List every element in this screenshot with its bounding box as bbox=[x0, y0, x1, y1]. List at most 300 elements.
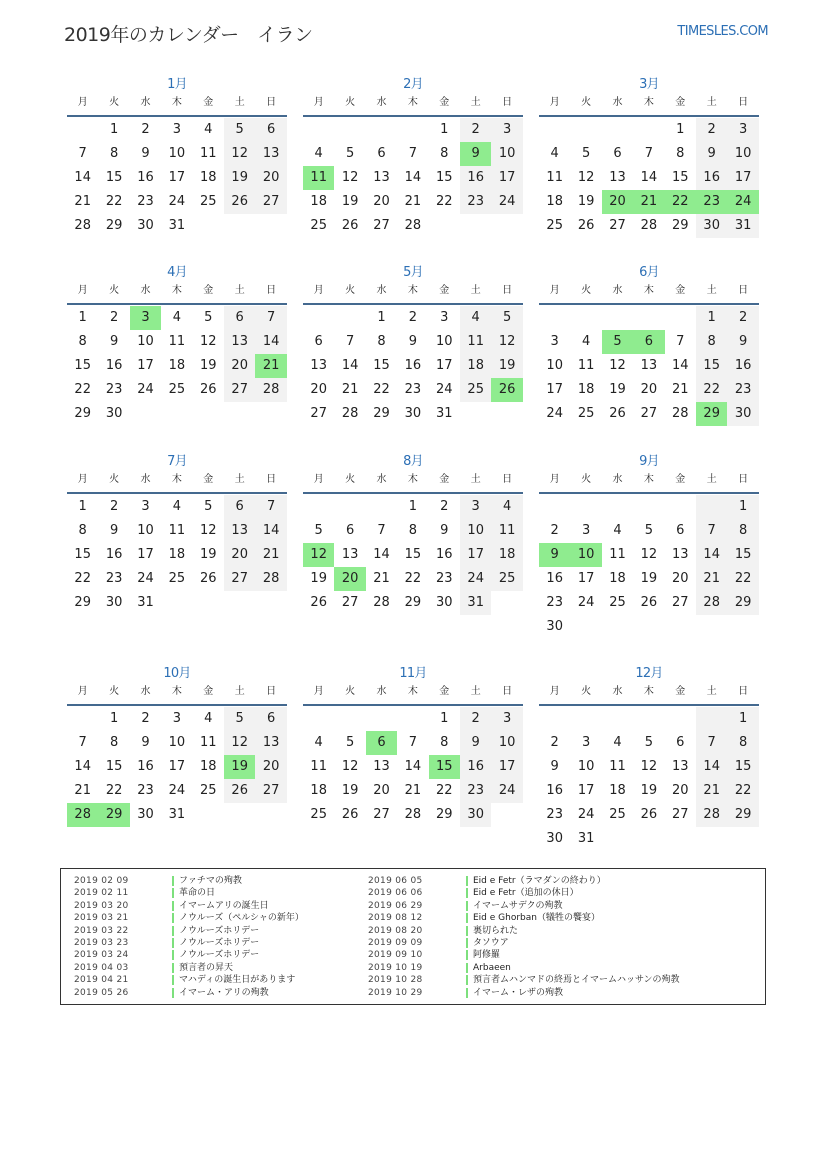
day-cell: 1 bbox=[727, 707, 758, 731]
holiday-name: イマーム・レザの殉教 bbox=[473, 987, 564, 998]
day-cell: 27 bbox=[255, 779, 286, 803]
day-cell: 2 bbox=[109, 310, 119, 325]
day-cell: 17 bbox=[491, 166, 522, 190]
weekday-label: 月 bbox=[313, 285, 324, 296]
day-cell: 14 bbox=[255, 330, 286, 354]
day-cell: 24 bbox=[577, 595, 595, 610]
holiday-day-cell: 3 bbox=[130, 306, 161, 330]
day-cell: 18 bbox=[609, 571, 626, 586]
weekday-label: 木 bbox=[643, 686, 654, 697]
holiday-day-cell: 12 bbox=[303, 543, 334, 567]
day-cell: 12 bbox=[577, 170, 595, 185]
day-cell: 9 bbox=[550, 759, 559, 774]
day-cell: 23 bbox=[460, 190, 491, 214]
day-cell: 30 bbox=[137, 218, 154, 233]
day-cell: 15 bbox=[436, 170, 453, 185]
day-cell: 1 bbox=[78, 310, 87, 325]
day-cell: 4 bbox=[491, 495, 522, 519]
day-cell: 20 bbox=[672, 571, 689, 586]
month-name: 2月 bbox=[403, 77, 423, 92]
day-cell: 10 bbox=[168, 735, 186, 750]
holiday-marker bbox=[172, 950, 174, 960]
day-cell: 28 bbox=[696, 803, 727, 827]
holiday-date: 2019 03 20 bbox=[74, 900, 129, 911]
weekday-header bbox=[67, 95, 287, 111]
holiday-name: イマームアリの誕生日 bbox=[179, 900, 269, 911]
day-cell: 11 bbox=[609, 547, 626, 562]
day-cell: 8 bbox=[408, 523, 418, 538]
legend-row bbox=[368, 925, 758, 937]
day-cell: 8 bbox=[109, 146, 119, 161]
weekday-label: 金 bbox=[439, 686, 450, 697]
header-rule bbox=[303, 115, 523, 117]
day-cell: 29 bbox=[436, 807, 453, 822]
header-rule bbox=[539, 492, 759, 494]
day-cell: 27 bbox=[373, 807, 390, 822]
day-cell: 22 bbox=[436, 783, 453, 798]
weekday-label: 木 bbox=[643, 474, 654, 485]
day-cell: 16 bbox=[727, 354, 758, 378]
day-cell: 29 bbox=[74, 406, 91, 421]
holiday-day-cell: 5 bbox=[602, 330, 633, 354]
day-cell: 14 bbox=[696, 543, 727, 567]
day-cell: 5 bbox=[224, 118, 255, 142]
day-cell: 2 bbox=[460, 118, 491, 142]
legend-row bbox=[74, 925, 364, 937]
holiday-day-cell: 22 bbox=[665, 190, 696, 214]
day-cell: 15 bbox=[672, 170, 689, 185]
day-cell: 10 bbox=[137, 523, 154, 538]
day-cell: 20 bbox=[310, 382, 327, 397]
day-cell: 10 bbox=[491, 142, 522, 166]
holiday-date: 2019 10 29 bbox=[368, 987, 423, 998]
day-cell: 20 bbox=[224, 543, 255, 567]
day-cell: 23 bbox=[105, 382, 123, 397]
legend-row bbox=[74, 887, 364, 899]
weekday-label: 土 bbox=[470, 97, 481, 108]
weekday-label: 日 bbox=[502, 474, 513, 485]
holiday-date: 2019 03 23 bbox=[74, 938, 129, 948]
day-cell: 27 bbox=[672, 807, 689, 822]
day-cell: 6 bbox=[224, 306, 255, 330]
legend-row bbox=[368, 937, 758, 949]
day-cell: 25 bbox=[460, 378, 491, 402]
day-cell: 24 bbox=[137, 571, 154, 586]
holiday-day-cell: 29 bbox=[696, 402, 727, 426]
weekday-label: 木 bbox=[407, 97, 418, 108]
day-cell: 6 bbox=[377, 146, 386, 161]
day-cell: 18 bbox=[609, 783, 626, 798]
day-cell: 21 bbox=[373, 571, 390, 586]
weekday-label: 月 bbox=[77, 686, 88, 697]
day-cell: 19 bbox=[200, 547, 217, 562]
holiday-marker bbox=[466, 901, 468, 911]
weekday-label: 金 bbox=[439, 285, 450, 296]
weekday-header bbox=[303, 283, 523, 299]
day-cell: 15 bbox=[696, 354, 727, 378]
day-cell: 9 bbox=[440, 523, 449, 538]
day-cell: 19 bbox=[609, 382, 626, 397]
legend-row bbox=[74, 974, 364, 986]
day-cell: 5 bbox=[224, 707, 255, 731]
day-cell: 27 bbox=[373, 218, 390, 233]
month-name: 12月 bbox=[635, 666, 663, 681]
day-cell: 4 bbox=[314, 735, 323, 750]
weekday-label: 火 bbox=[109, 97, 120, 108]
holiday-day-cell: 21 bbox=[255, 354, 286, 378]
day-cell: 8 bbox=[727, 731, 758, 755]
holiday-date: 2019 02 09 bbox=[74, 876, 129, 886]
day-cell: 7 bbox=[345, 334, 355, 349]
holiday-day-cell: 24 bbox=[727, 190, 758, 214]
legend-row bbox=[74, 937, 364, 949]
weekday-label: 日 bbox=[266, 285, 277, 296]
weekday-label: 土 bbox=[706, 285, 717, 296]
legend-row bbox=[368, 987, 758, 999]
day-cell: 20 bbox=[373, 783, 390, 798]
day-cell: 31 bbox=[727, 214, 758, 238]
day-cell: 20 bbox=[255, 166, 286, 190]
holiday-date: 2019 08 12 bbox=[368, 913, 423, 924]
day-cell: 5 bbox=[204, 499, 213, 514]
weekday-header bbox=[539, 472, 759, 488]
holiday-date: 2019 04 03 bbox=[74, 962, 129, 973]
day-cell: 26 bbox=[200, 382, 217, 397]
day-cell: 6 bbox=[676, 735, 685, 750]
day-cell: 23 bbox=[546, 807, 563, 822]
weekday-label: 金 bbox=[675, 285, 686, 296]
day-cell: 17 bbox=[727, 166, 758, 190]
day-cell: 7 bbox=[408, 735, 418, 750]
day-cell: 14 bbox=[341, 358, 359, 373]
day-cell: 17 bbox=[168, 759, 186, 774]
day-cell: 6 bbox=[676, 523, 685, 538]
weekend-empty-cell bbox=[696, 495, 727, 519]
day-cell: 18 bbox=[168, 358, 186, 373]
day-cell: 15 bbox=[105, 170, 123, 185]
holiday-day-cell: 28 bbox=[67, 803, 98, 827]
day-cell: 4 bbox=[613, 735, 622, 750]
day-cell: 27 bbox=[672, 595, 689, 610]
day-cell: 6 bbox=[345, 523, 355, 538]
day-cell: 10 bbox=[168, 146, 186, 161]
day-cell: 21 bbox=[74, 783, 91, 798]
day-cell: 1 bbox=[377, 310, 386, 325]
weekday-label: 水 bbox=[140, 686, 151, 697]
day-cell: 5 bbox=[345, 735, 355, 750]
holiday-marker bbox=[172, 975, 174, 985]
day-cell: 4 bbox=[204, 711, 213, 726]
header-rule bbox=[539, 704, 759, 706]
day-cell: 22 bbox=[727, 567, 758, 591]
weekday-label: 火 bbox=[581, 97, 592, 108]
day-cell: 2 bbox=[440, 499, 449, 514]
weekday-label: 水 bbox=[140, 97, 151, 108]
day-cell: 9 bbox=[460, 731, 491, 755]
day-cell: 7 bbox=[78, 735, 87, 750]
day-cell: 15 bbox=[404, 547, 422, 562]
day-cell: 22 bbox=[696, 378, 727, 402]
holiday-marker bbox=[466, 876, 468, 886]
day-cell: 4 bbox=[172, 499, 182, 514]
day-cell: 27 bbox=[310, 406, 327, 421]
weekday-label: 木 bbox=[171, 686, 182, 697]
day-cell: 24 bbox=[460, 567, 491, 591]
weekday-label: 水 bbox=[612, 285, 623, 296]
holiday-date: 2019 04 21 bbox=[74, 975, 129, 986]
weekday-label: 土 bbox=[234, 97, 245, 108]
day-cell: 3 bbox=[141, 499, 150, 514]
holiday-name: マハディの誕生日があります bbox=[179, 975, 296, 986]
day-cell: 7 bbox=[644, 146, 654, 161]
day-cell: 26 bbox=[200, 571, 217, 586]
holiday-day-cell: 9 bbox=[539, 543, 570, 567]
day-cell: 15 bbox=[105, 759, 123, 774]
day-cell: 13 bbox=[224, 519, 255, 543]
holiday-day-cell: 23 bbox=[696, 190, 727, 214]
day-cell: 19 bbox=[577, 194, 595, 209]
day-cell: 11 bbox=[491, 519, 522, 543]
day-cell: 22 bbox=[436, 194, 453, 209]
month-name: 7月 bbox=[167, 454, 187, 469]
header-rule bbox=[67, 115, 287, 117]
day-cell: 3 bbox=[440, 310, 449, 325]
day-cell: 13 bbox=[672, 547, 689, 562]
day-cell: 13 bbox=[373, 759, 390, 774]
day-cell: 26 bbox=[577, 218, 595, 233]
day-cell: 4 bbox=[460, 306, 491, 330]
weekday-label: 水 bbox=[612, 474, 623, 485]
day-cell: 27 bbox=[224, 567, 255, 591]
day-cell: 7 bbox=[255, 495, 286, 519]
day-cell: 16 bbox=[137, 170, 154, 185]
weekday-label: 水 bbox=[140, 474, 151, 485]
holiday-date: 2019 09 09 bbox=[368, 938, 423, 948]
holiday-marker bbox=[172, 901, 174, 911]
day-cell: 2 bbox=[141, 122, 150, 137]
weekday-label: 月 bbox=[549, 285, 560, 296]
day-cell: 15 bbox=[74, 547, 91, 562]
day-cell: 30 bbox=[404, 406, 422, 421]
weekend-empty-cell bbox=[696, 707, 727, 731]
day-cell: 30 bbox=[105, 406, 123, 421]
holiday-name: タソウア bbox=[473, 938, 509, 948]
day-cell: 25 bbox=[310, 807, 327, 822]
day-cell: 30 bbox=[727, 402, 758, 426]
weekday-label: 月 bbox=[549, 686, 560, 697]
weekday-label: 水 bbox=[376, 686, 387, 697]
day-cell: 6 bbox=[613, 146, 622, 161]
day-cell: 16 bbox=[460, 166, 491, 190]
day-cell: 16 bbox=[546, 783, 563, 798]
day-cell: 13 bbox=[609, 170, 626, 185]
month-name: 8月 bbox=[403, 454, 423, 469]
legend-row bbox=[74, 912, 364, 924]
day-cell: 26 bbox=[640, 595, 658, 610]
day-cell: 5 bbox=[314, 523, 323, 538]
day-cell: 2 bbox=[408, 310, 418, 325]
day-cell: 24 bbox=[168, 194, 186, 209]
day-cell: 11 bbox=[200, 735, 217, 750]
day-cell: 13 bbox=[224, 330, 255, 354]
day-cell: 19 bbox=[640, 783, 658, 798]
day-cell: 29 bbox=[105, 218, 123, 233]
weekday-label: 火 bbox=[345, 97, 356, 108]
day-cell: 1 bbox=[440, 122, 449, 137]
day-cell: 17 bbox=[577, 571, 595, 586]
day-cell: 26 bbox=[341, 807, 359, 822]
day-cell: 1 bbox=[109, 711, 119, 726]
day-cell: 13 bbox=[373, 170, 390, 185]
day-cell: 3 bbox=[491, 118, 522, 142]
weekday-label: 水 bbox=[376, 474, 387, 485]
weekday-label: 木 bbox=[407, 285, 418, 296]
holiday-name: ノウルーズホリデー bbox=[179, 950, 260, 961]
holiday-marker bbox=[172, 876, 174, 886]
day-cell: 19 bbox=[310, 571, 327, 586]
legend-row bbox=[368, 912, 758, 924]
day-cell: 10 bbox=[137, 334, 154, 349]
day-cell: 24 bbox=[491, 190, 522, 214]
day-cell: 24 bbox=[491, 779, 522, 803]
legend-row bbox=[74, 987, 364, 999]
day-cell: 18 bbox=[200, 759, 217, 774]
weekday-label: 土 bbox=[706, 474, 717, 485]
day-cell: 21 bbox=[404, 783, 422, 798]
holiday-date: 2019 03 22 bbox=[74, 925, 129, 936]
day-cell: 17 bbox=[137, 547, 154, 562]
day-cell: 21 bbox=[672, 382, 689, 397]
month-name: 11月 bbox=[399, 666, 427, 681]
day-cell: 11 bbox=[546, 170, 563, 185]
day-cell: 18 bbox=[460, 354, 491, 378]
day-cell: 18 bbox=[168, 547, 186, 562]
holiday-day-cell: 15 bbox=[429, 755, 460, 779]
day-cell: 4 bbox=[550, 146, 559, 161]
day-cell: 8 bbox=[377, 334, 386, 349]
day-cell: 25 bbox=[200, 783, 217, 798]
day-cell: 31 bbox=[137, 595, 154, 610]
day-cell: 2 bbox=[727, 306, 758, 330]
day-cell: 31 bbox=[460, 591, 491, 615]
day-cell: 19 bbox=[491, 354, 522, 378]
day-cell: 21 bbox=[696, 567, 727, 591]
day-cell: 4 bbox=[613, 523, 622, 538]
day-cell: 30 bbox=[546, 831, 563, 846]
day-cell: 28 bbox=[696, 591, 727, 615]
holiday-marker bbox=[172, 926, 174, 936]
weekday-label: 日 bbox=[502, 686, 513, 697]
holiday-date: 2019 05 26 bbox=[74, 987, 129, 998]
day-cell: 3 bbox=[491, 707, 522, 731]
day-cell: 5 bbox=[644, 735, 654, 750]
day-cell: 12 bbox=[640, 547, 658, 562]
day-cell: 21 bbox=[404, 194, 422, 209]
day-cell: 22 bbox=[404, 571, 422, 586]
day-cell: 8 bbox=[727, 519, 758, 543]
holiday-date: 2019 02 11 bbox=[74, 888, 129, 899]
header-rule bbox=[303, 704, 523, 706]
header-rule bbox=[539, 303, 759, 305]
weekday-label: 木 bbox=[171, 97, 182, 108]
weekday-label: 月 bbox=[313, 97, 324, 108]
holiday-name: 預言者ムハンマドの終焉とイマームハッサンの殉教 bbox=[473, 975, 680, 986]
weekday-label: 土 bbox=[234, 686, 245, 697]
day-cell: 19 bbox=[200, 358, 217, 373]
weekday-label: 土 bbox=[706, 686, 717, 697]
site-name: TIMESLES.COM bbox=[677, 24, 768, 39]
holiday-day-cell: 10 bbox=[570, 543, 601, 567]
day-cell: 7 bbox=[696, 731, 727, 755]
weekday-label: 火 bbox=[581, 285, 592, 296]
day-cell: 19 bbox=[341, 194, 359, 209]
holiday-marker bbox=[172, 963, 174, 973]
day-cell: 27 bbox=[609, 218, 626, 233]
weekday-label: 月 bbox=[313, 686, 324, 697]
weekday-label: 木 bbox=[171, 474, 182, 485]
day-cell: 25 bbox=[310, 218, 327, 233]
holiday-name: 預言者の昇天 bbox=[179, 962, 234, 973]
day-cell: 17 bbox=[460, 543, 491, 567]
day-cell: 1 bbox=[440, 711, 449, 726]
day-cell: 22 bbox=[105, 783, 123, 798]
weekday-label: 日 bbox=[266, 97, 277, 108]
weekday-label: 火 bbox=[345, 686, 356, 697]
day-cell: 19 bbox=[341, 783, 359, 798]
day-cell: 1 bbox=[408, 499, 418, 514]
weekday-label: 日 bbox=[738, 97, 749, 108]
legend-row bbox=[74, 900, 364, 912]
holiday-date: 2019 08 20 bbox=[368, 925, 423, 936]
day-cell: 28 bbox=[404, 807, 422, 822]
weekday-label: 木 bbox=[407, 686, 418, 697]
day-cell: 3 bbox=[460, 495, 491, 519]
day-cell: 9 bbox=[696, 142, 727, 166]
day-cell: 24 bbox=[168, 783, 186, 798]
day-cell: 2 bbox=[696, 118, 727, 142]
day-cell: 11 bbox=[200, 146, 217, 161]
holiday-name: ノウルーズ（ペルシャの新年） bbox=[179, 913, 304, 924]
day-cell: 1 bbox=[676, 122, 685, 137]
weekday-header bbox=[539, 283, 759, 299]
weekday-header bbox=[303, 684, 523, 700]
day-cell: 9 bbox=[141, 146, 150, 161]
weekday-label: 木 bbox=[407, 474, 418, 485]
weekday-label: 水 bbox=[612, 686, 623, 697]
weekday-label: 火 bbox=[345, 285, 356, 296]
day-cell: 10 bbox=[727, 142, 758, 166]
day-cell: 13 bbox=[640, 358, 658, 373]
holiday-day-cell: 9 bbox=[460, 142, 491, 166]
weekday-label: 金 bbox=[439, 474, 450, 485]
day-cell: 25 bbox=[609, 595, 626, 610]
holiday-day-cell: 11 bbox=[303, 166, 334, 190]
weekday-label: 土 bbox=[706, 97, 717, 108]
holiday-name: イマーム・アリの殉教 bbox=[179, 987, 269, 998]
day-cell: 29 bbox=[404, 595, 422, 610]
holiday-date: 2019 06 29 bbox=[368, 900, 423, 911]
weekday-label: 木 bbox=[643, 285, 654, 296]
holiday-marker bbox=[466, 963, 468, 973]
day-cell: 29 bbox=[672, 218, 689, 233]
holiday-legend bbox=[60, 868, 766, 1005]
holiday-date: 2019 06 06 bbox=[368, 888, 423, 899]
holiday-marker bbox=[466, 950, 468, 960]
day-cell: 30 bbox=[105, 595, 123, 610]
day-cell: 24 bbox=[546, 406, 563, 421]
day-cell: 3 bbox=[550, 334, 559, 349]
holiday-marker bbox=[466, 913, 468, 923]
